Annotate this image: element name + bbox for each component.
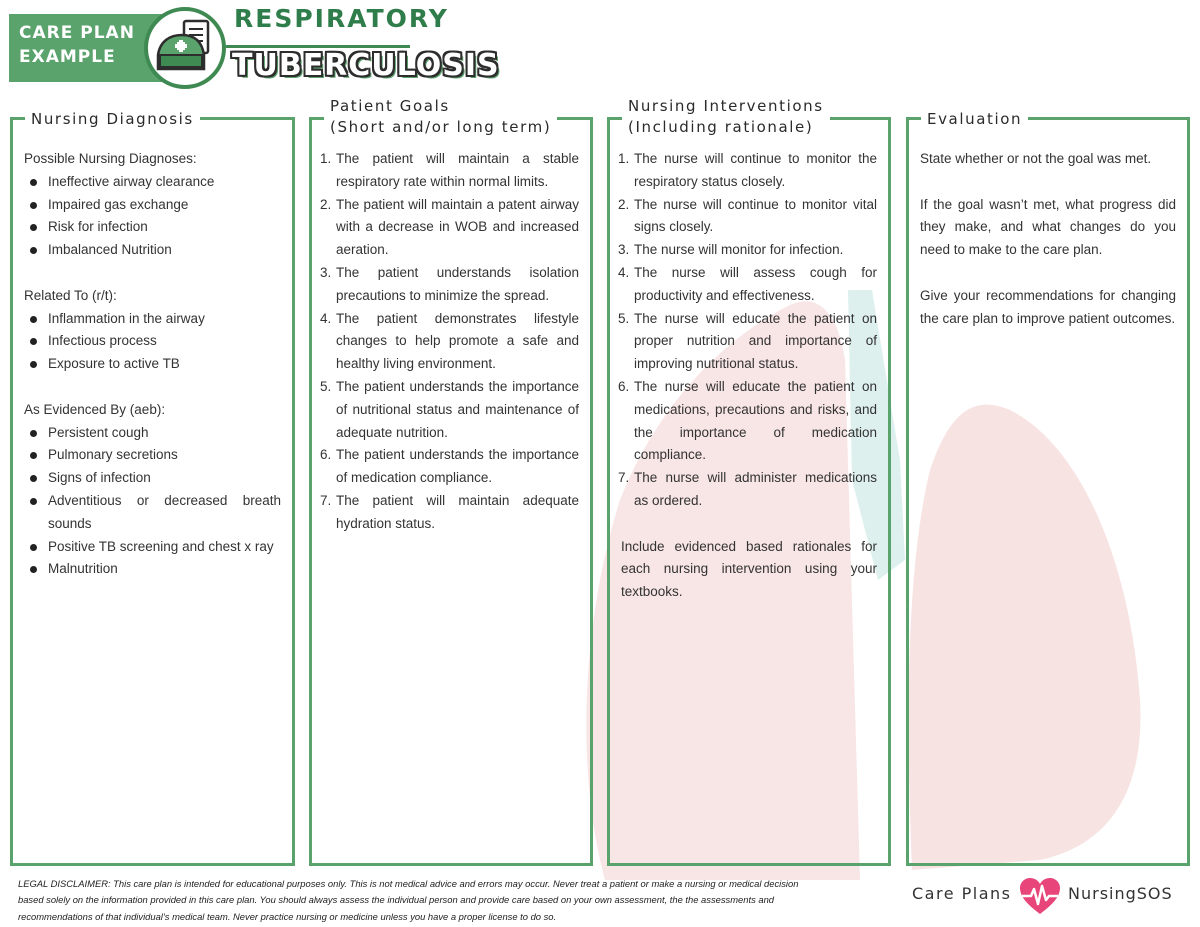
patient-goals-column [309, 97, 593, 866]
badge-line-2: EXAMPLE [19, 47, 116, 67]
brand-care-plans: Care Plans [912, 884, 1012, 903]
nursing-interventions-column [607, 97, 891, 866]
nursing-diagnosis-column [10, 110, 295, 866]
evaluation-paragraph: If the goal wasn’t met, what progress did they make, and what changes do you need to make to the care plan. [920, 196, 1176, 258]
list-item: Imbalanced Nutrition [24, 239, 281, 262]
list-item: Exposure to active TB [24, 353, 281, 376]
list-item: Signs of infection [24, 467, 281, 490]
nurse-cap-clipboard-icon [144, 7, 226, 89]
list-item: 7. The nurse will administer medications as ordered. [618, 470, 877, 508]
nursing-interventions-heading-line-1: Nursing Interventions [628, 97, 824, 115]
possible-diagnoses-label: Possible Nursing Diagnoses: [24, 151, 197, 166]
evaluation-column [906, 110, 1190, 866]
evaluation-paragraph: State whether or not the goal was met. [920, 151, 1152, 166]
list-item: 5. The patient understands the importance of nutritional status and maintenance of adequate nutrition. [320, 378, 579, 440]
patient-goals-heading-line-1: Patient Goals [330, 97, 450, 115]
related-to-list [24, 308, 281, 376]
related-to-label: Related To (r/t): [24, 287, 117, 303]
brand-nursingsos: NursingSOS [1068, 884, 1173, 903]
list-item: Risk for infection [24, 216, 281, 239]
evaluation-body [920, 148, 1176, 330]
list-item: Pulmonary secretions [24, 444, 281, 467]
possible-diagnoses-list [24, 171, 281, 262]
nursing-diagnosis-body [24, 148, 281, 581]
heart-pulse-icon [1018, 876, 1062, 916]
list-item: 2. The patient will maintain a patent airway with a decrease in WOB and increased aeration. [320, 196, 579, 258]
nursing-interventions-body [618, 148, 877, 604]
evidenced-by-label: As Evidenced By (aeb): [24, 401, 166, 417]
rationale-note: Include evidenced based rationales for each nursing intervention using your textbooks. [621, 538, 877, 600]
list-item: 7. The patient will maintain adequate hydration status. [320, 492, 579, 531]
list-item: 2. The nurse will continue to monitor vital signs closely. [618, 196, 877, 235]
patient-goals-list [320, 148, 579, 536]
evaluation-heading: Evaluation [921, 109, 1028, 130]
nursing-interventions-heading-line-2: (Including rationale) [628, 118, 814, 136]
list-item: Adventitious or decreased breath sounds [24, 490, 281, 536]
list-item: 3. The patient understands isolation precautions to minimize the spread. [320, 264, 579, 303]
title-respiratory: RESPIRATORY [234, 4, 449, 33]
list-item: Infectious process [24, 330, 281, 353]
nursing-interventions-heading [622, 96, 830, 138]
list-item: Ineffective airway clearance [24, 171, 281, 194]
list-item: Impaired gas exchange [24, 194, 281, 217]
nursing-diagnosis-heading: Nursing Diagnosis [25, 109, 200, 130]
legal-disclaimer: LEGAL DISCLAIMER: This care plan is intended for educational purposes only. This is not medical advice and errors may occur. Never treat a patient or make a nursing or medical decision based solely on the information provided in this care plan. You should always assess the individual person and provide care based on your own assessment, the the assessments and recommendations of that individual’s medical team. Never practice nursing or medicine unless you have a proper license to do so. [18, 878, 799, 922]
patient-goals-heading-line-2: (Short and/or long term) [330, 118, 552, 136]
nursing-interventions-list [618, 148, 877, 513]
badge-label [19, 21, 135, 69]
evaluation-paragraph: Give your recommendations for changing the care plan to improve patient outcomes. [920, 287, 1176, 326]
list-item: 1. The nurse will continue to monitor the respiratory status closely. [618, 151, 877, 189]
list-item: Inflammation in the airway [24, 308, 281, 331]
patient-goals-heading [324, 96, 557, 138]
list-item: 4. The patient demonstrates lifestyle changes to help promote a safe and healthy living environment. [320, 310, 579, 372]
list-item: Malnutrition [24, 558, 281, 581]
title-tuberculosis: TUBERCULOSIS [232, 48, 500, 83]
list-item: Positive TB screening and chest x ray [24, 536, 281, 559]
badge-line-1: CARE PLAN [19, 23, 135, 43]
list-item: 6. The nurse will educate the patient on medications, precautions and risks, and the importance of medication compliance. [618, 378, 877, 463]
list-item: 1. The patient will maintain a stable respiratory rate within normal limits. [320, 151, 579, 189]
list-item: 5. The nurse will educate the patient on proper nutrition and importance of improving nutritional status. [618, 310, 877, 372]
patient-goals-body [320, 148, 579, 536]
list-item: 4. The nurse will assess cough for productivity and effectiveness. [618, 264, 877, 303]
list-item: Persistent cough [24, 422, 281, 445]
evidenced-by-list [24, 422, 281, 582]
list-item: 6. The patient understands the importance of medication compliance. [320, 447, 579, 486]
list-item: 3. The nurse will monitor for infection. [618, 242, 844, 258]
